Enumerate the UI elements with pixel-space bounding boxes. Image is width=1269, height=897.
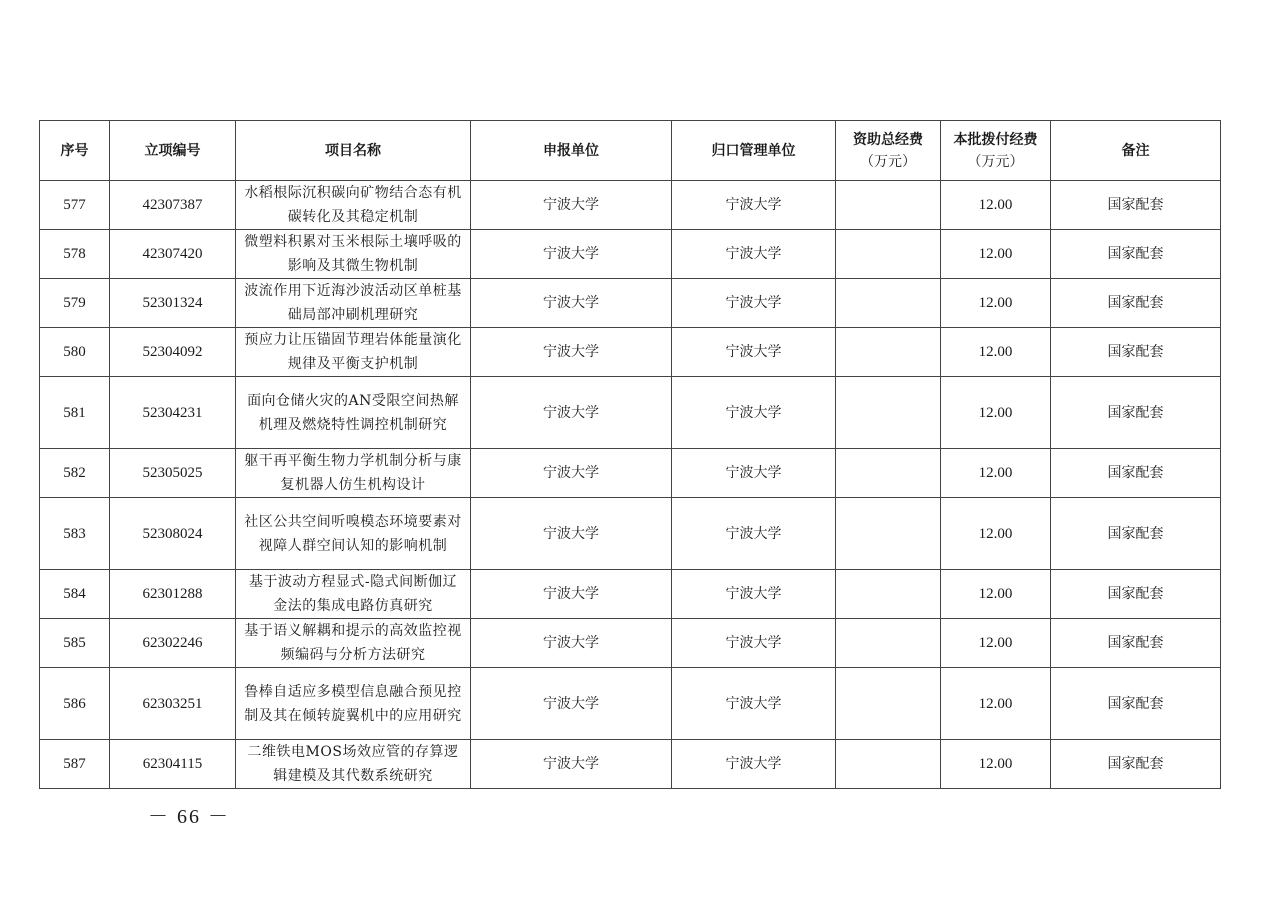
cell-note: 国家配套 bbox=[1051, 181, 1221, 230]
cell-batch: 12.00 bbox=[941, 181, 1051, 230]
header-mgmt: 归口管理单位 bbox=[672, 121, 836, 181]
cell-name: 社区公共空间听嗅模态环境要素对视障人群空间认知的影响机制 bbox=[236, 498, 471, 570]
cell-code: 62304115 bbox=[110, 740, 236, 789]
cell-seq: 583 bbox=[40, 498, 110, 570]
cell-name: 鲁棒自适应多模型信息融合预见控制及其在倾转旋翼机中的应用研究 bbox=[236, 668, 471, 740]
cell-seq: 586 bbox=[40, 668, 110, 740]
cell-name: 基于波动方程显式-隐式间断伽辽金法的集成电路仿真研究 bbox=[236, 570, 471, 619]
cell-mgmt: 宁波大学 bbox=[672, 449, 836, 498]
cell-seq: 578 bbox=[40, 230, 110, 279]
cell-batch: 12.00 bbox=[941, 377, 1051, 449]
cell-batch: 12.00 bbox=[941, 740, 1051, 789]
cell-note: 国家配套 bbox=[1051, 619, 1221, 668]
cell-code: 62302246 bbox=[110, 619, 236, 668]
cell-note: 国家配套 bbox=[1051, 740, 1221, 789]
cell-code: 52308024 bbox=[110, 498, 236, 570]
cell-note: 国家配套 bbox=[1051, 230, 1221, 279]
cell-total bbox=[836, 377, 941, 449]
cell-mgmt: 宁波大学 bbox=[672, 279, 836, 328]
cell-note: 国家配套 bbox=[1051, 279, 1221, 328]
cell-name: 微塑料积累对玉米根际土壤呼吸的影响及其微生物机制 bbox=[236, 230, 471, 279]
header-total-funding bbox=[836, 121, 941, 181]
header-unit: 申报单位 bbox=[471, 121, 672, 181]
cell-seq: 580 bbox=[40, 328, 110, 377]
project-table bbox=[39, 120, 1221, 789]
cell-unit: 宁波大学 bbox=[471, 279, 672, 328]
cell-unit: 宁波大学 bbox=[471, 740, 672, 789]
cell-mgmt: 宁波大学 bbox=[672, 377, 836, 449]
cell-unit: 宁波大学 bbox=[471, 570, 672, 619]
table-row bbox=[40, 740, 1221, 789]
cell-code: 52301324 bbox=[110, 279, 236, 328]
cell-mgmt: 宁波大学 bbox=[672, 668, 836, 740]
cell-total bbox=[836, 619, 941, 668]
cell-code: 52304092 bbox=[110, 328, 236, 377]
header-batch-line2: （万元） bbox=[967, 153, 1024, 170]
cell-note: 国家配套 bbox=[1051, 328, 1221, 377]
cell-mgmt: 宁波大学 bbox=[672, 498, 836, 570]
header-name: 项目名称 bbox=[236, 121, 471, 181]
table-row bbox=[40, 377, 1221, 449]
cell-note: 国家配套 bbox=[1051, 668, 1221, 740]
cell-batch: 12.00 bbox=[941, 570, 1051, 619]
table-header-row bbox=[40, 121, 1221, 181]
cell-note: 国家配套 bbox=[1051, 449, 1221, 498]
header-total-line1: 资助总经费 bbox=[853, 131, 923, 148]
cell-mgmt: 宁波大学 bbox=[672, 230, 836, 279]
cell-code: 62301288 bbox=[110, 570, 236, 619]
cell-seq: 577 bbox=[40, 181, 110, 230]
cell-batch: 12.00 bbox=[941, 449, 1051, 498]
cell-total bbox=[836, 668, 941, 740]
cell-batch: 12.00 bbox=[941, 619, 1051, 668]
cell-note: 国家配套 bbox=[1051, 498, 1221, 570]
cell-total bbox=[836, 279, 941, 328]
cell-total bbox=[836, 328, 941, 377]
table-body bbox=[40, 181, 1221, 789]
cell-name: 躯干再平衡生物力学机制分析与康复机器人仿生机构设计 bbox=[236, 449, 471, 498]
cell-mgmt: 宁波大学 bbox=[672, 181, 836, 230]
cell-code: 52304231 bbox=[110, 377, 236, 449]
cell-unit: 宁波大学 bbox=[471, 328, 672, 377]
cell-name: 水稻根际沉积碳向矿物结合态有机碳转化及其稳定机制 bbox=[236, 181, 471, 230]
cell-mgmt: 宁波大学 bbox=[672, 619, 836, 668]
table-row bbox=[40, 328, 1221, 377]
cell-batch: 12.00 bbox=[941, 498, 1051, 570]
header-seq: 序号 bbox=[40, 121, 110, 181]
cell-total bbox=[836, 181, 941, 230]
cell-name: 波流作用下近海沙波活动区单桩基础局部冲刷机理研究 bbox=[236, 279, 471, 328]
cell-batch: 12.00 bbox=[941, 279, 1051, 328]
cell-total bbox=[836, 449, 941, 498]
cell-name: 预应力让压锚固节理岩体能量演化规律及平衡支护机制 bbox=[236, 328, 471, 377]
cell-code: 52305025 bbox=[110, 449, 236, 498]
cell-unit: 宁波大学 bbox=[471, 498, 672, 570]
header-batch-funding bbox=[941, 121, 1051, 181]
cell-seq: 582 bbox=[40, 449, 110, 498]
cell-note: 国家配套 bbox=[1051, 570, 1221, 619]
cell-note: 国家配套 bbox=[1051, 377, 1221, 449]
cell-unit: 宁波大学 bbox=[471, 181, 672, 230]
header-batch-line1: 本批拨付经费 bbox=[953, 131, 1038, 148]
cell-total bbox=[836, 740, 941, 789]
table-row bbox=[40, 279, 1221, 328]
table-row bbox=[40, 498, 1221, 570]
header-note: 备注 bbox=[1051, 121, 1221, 181]
cell-unit: 宁波大学 bbox=[471, 668, 672, 740]
cell-code: 42307387 bbox=[110, 181, 236, 230]
cell-seq: 587 bbox=[40, 740, 110, 789]
cell-total bbox=[836, 570, 941, 619]
cell-name: 二维铁电MOS场效应管的存算逻辑建模及其代数系统研究 bbox=[236, 740, 471, 789]
cell-seq: 579 bbox=[40, 279, 110, 328]
cell-mgmt: 宁波大学 bbox=[672, 740, 836, 789]
cell-code: 42307420 bbox=[110, 230, 236, 279]
cell-seq: 584 bbox=[40, 570, 110, 619]
page-number: － 66 － bbox=[148, 806, 230, 828]
cell-total bbox=[836, 230, 941, 279]
cell-batch: 12.00 bbox=[941, 328, 1051, 377]
header-total-line2: （万元） bbox=[860, 153, 916, 170]
table-row bbox=[40, 181, 1221, 230]
cell-total bbox=[836, 498, 941, 570]
table-row bbox=[40, 570, 1221, 619]
cell-unit: 宁波大学 bbox=[471, 377, 672, 449]
cell-code: 62303251 bbox=[110, 668, 236, 740]
cell-batch: 12.00 bbox=[941, 230, 1051, 279]
cell-mgmt: 宁波大学 bbox=[672, 570, 836, 619]
table-row bbox=[40, 449, 1221, 498]
cell-name: 面向仓储火灾的AN受限空间热解机理及燃烧特性调控机制研究 bbox=[236, 377, 471, 449]
cell-unit: 宁波大学 bbox=[471, 619, 672, 668]
table-row bbox=[40, 668, 1221, 740]
header-code: 立项编号 bbox=[110, 121, 236, 181]
cell-batch: 12.00 bbox=[941, 668, 1051, 740]
cell-name: 基于语义解耦和提示的高效监控视频编码与分析方法研究 bbox=[236, 619, 471, 668]
cell-seq: 581 bbox=[40, 377, 110, 449]
table-row bbox=[40, 230, 1221, 279]
table-row bbox=[40, 619, 1221, 668]
cell-mgmt: 宁波大学 bbox=[672, 328, 836, 377]
cell-unit: 宁波大学 bbox=[471, 449, 672, 498]
cell-unit: 宁波大学 bbox=[471, 230, 672, 279]
cell-seq: 585 bbox=[40, 619, 110, 668]
